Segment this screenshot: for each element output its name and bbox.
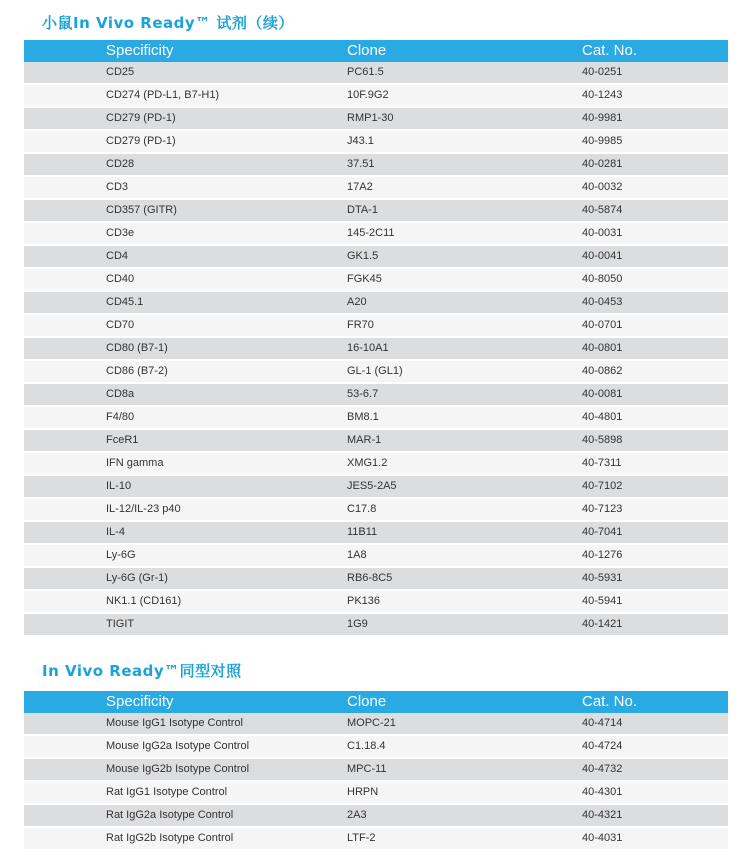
column-header-specificity: Specificity — [24, 691, 347, 713]
cell-cat-no: 40-4801 — [582, 407, 728, 430]
table-row — [24, 499, 728, 522]
table-row — [24, 361, 728, 384]
cell-cat-no: 40-5941 — [582, 591, 728, 614]
cell-specificity: IFN gamma — [24, 453, 347, 476]
cell-cat-no: 40-0862 — [582, 361, 728, 384]
cell-cat-no: 40-4031 — [582, 828, 728, 851]
cell-cat-no: 40-1276 — [582, 545, 728, 568]
cell-clone: MPC-11 — [347, 759, 582, 782]
table-row — [24, 407, 728, 430]
table-row — [24, 154, 728, 177]
cell-specificity: FceR1 — [24, 430, 347, 453]
cell-specificity: IL-4 — [24, 522, 347, 545]
cell-specificity: Mouse IgG2a Isotype Control — [24, 736, 347, 759]
cell-cat-no: 40-8050 — [582, 269, 728, 292]
cell-specificity: CD40 — [24, 269, 347, 292]
cell-cat-no: 40-0251 — [582, 62, 728, 85]
cell-specificity: IL-10 — [24, 476, 347, 499]
cell-cat-no: 40-4714 — [582, 713, 728, 736]
reagents-table — [24, 40, 728, 637]
cell-cat-no: 40-7311 — [582, 453, 728, 476]
cell-cat-no: 40-4732 — [582, 759, 728, 782]
cell-clone: LTF-2 — [347, 828, 582, 851]
column-header-cat-no: Cat. No. — [582, 40, 728, 62]
table-row — [24, 223, 728, 246]
cell-clone: JES5-2A5 — [347, 476, 582, 499]
cell-clone: MOPC-21 — [347, 713, 582, 736]
table-row — [24, 292, 728, 315]
column-header-cat-no: Cat. No. — [582, 691, 728, 713]
isotype-controls-table — [24, 691, 728, 851]
column-header-clone: Clone — [347, 40, 582, 62]
cell-clone: RMP1-30 — [347, 108, 582, 131]
cell-clone: XMG1.2 — [347, 453, 582, 476]
table-row — [24, 246, 728, 269]
column-header-specificity: Specificity — [24, 40, 347, 62]
table-row — [24, 430, 728, 453]
cell-cat-no: 40-5874 — [582, 200, 728, 223]
cell-clone: GK1.5 — [347, 246, 582, 269]
cell-specificity: IL-12/IL-23 p40 — [24, 499, 347, 522]
cell-specificity: CD70 — [24, 315, 347, 338]
cell-clone: 16-10A1 — [347, 338, 582, 361]
cell-specificity: Rat IgG1 Isotype Control — [24, 782, 347, 805]
table-row — [24, 545, 728, 568]
table-row — [24, 338, 728, 361]
cell-cat-no: 40-0031 — [582, 223, 728, 246]
section-title-isotype-controls: In Vivo Ready™同型对照 — [42, 662, 242, 680]
cell-clone: MAR-1 — [347, 430, 582, 453]
cell-clone: DTA-1 — [347, 200, 582, 223]
cell-specificity: Rat IgG2b Isotype Control — [24, 828, 347, 851]
cell-cat-no: 40-7041 — [582, 522, 728, 545]
table-row — [24, 828, 728, 851]
cell-specificity: CD3e — [24, 223, 347, 246]
cell-cat-no: 40-5931 — [582, 568, 728, 591]
table-header-row — [24, 691, 728, 713]
table-row — [24, 476, 728, 499]
section-title-reagents: 小鼠In Vivo Ready™ 试剂（续） — [42, 14, 294, 32]
cell-clone: 53-6.7 — [347, 384, 582, 407]
cell-specificity: CD8a — [24, 384, 347, 407]
cell-cat-no: 40-7102 — [582, 476, 728, 499]
cell-specificity: NK1.1 (CD161) — [24, 591, 347, 614]
cell-clone: 11B11 — [347, 522, 582, 545]
cell-clone: C17.8 — [347, 499, 582, 522]
cell-cat-no: 40-4301 — [582, 782, 728, 805]
table-row — [24, 85, 728, 108]
table-row — [24, 177, 728, 200]
cell-specificity: Ly-6G (Gr-1) — [24, 568, 347, 591]
cell-specificity: Mouse IgG2b Isotype Control — [24, 759, 347, 782]
cell-clone: PK136 — [347, 591, 582, 614]
table-row — [24, 759, 728, 782]
column-header-clone: Clone — [347, 691, 582, 713]
cell-cat-no: 40-0281 — [582, 154, 728, 177]
cell-clone: HRPN — [347, 782, 582, 805]
cell-specificity: TIGIT — [24, 614, 347, 637]
cell-specificity: CD3 — [24, 177, 347, 200]
table-row — [24, 200, 728, 223]
cell-cat-no: 40-0041 — [582, 246, 728, 269]
cell-specificity: CD25 — [24, 62, 347, 85]
cell-clone: 10F.9G2 — [347, 85, 582, 108]
cell-specificity: CD28 — [24, 154, 347, 177]
cell-cat-no: 40-0032 — [582, 177, 728, 200]
cell-specificity: CD86 (B7-2) — [24, 361, 347, 384]
cell-clone: A20 — [347, 292, 582, 315]
cell-clone: FR70 — [347, 315, 582, 338]
cell-clone: RB6-8C5 — [347, 568, 582, 591]
cell-clone: 17A2 — [347, 177, 582, 200]
cell-specificity: CD80 (B7-1) — [24, 338, 347, 361]
cell-clone: 1A8 — [347, 545, 582, 568]
cell-cat-no: 40-4321 — [582, 805, 728, 828]
cell-cat-no: 40-5898 — [582, 430, 728, 453]
cell-specificity: CD274 (PD-L1, B7-H1) — [24, 85, 347, 108]
cell-specificity: CD45.1 — [24, 292, 347, 315]
table-row — [24, 591, 728, 614]
table-row — [24, 453, 728, 476]
cell-cat-no: 40-1243 — [582, 85, 728, 108]
table-row — [24, 62, 728, 85]
cell-specificity: CD279 (PD-1) — [24, 131, 347, 154]
cell-clone: J43.1 — [347, 131, 582, 154]
cell-clone: BM8.1 — [347, 407, 582, 430]
cell-specificity: F4/80 — [24, 407, 347, 430]
table-row — [24, 614, 728, 637]
table-row — [24, 108, 728, 131]
table-header-row — [24, 40, 728, 62]
cell-clone: 37.51 — [347, 154, 582, 177]
cell-clone: C1.18.4 — [347, 736, 582, 759]
cell-specificity: CD279 (PD-1) — [24, 108, 347, 131]
cell-cat-no: 40-0801 — [582, 338, 728, 361]
table-row — [24, 315, 728, 338]
table-row — [24, 131, 728, 154]
table-row — [24, 713, 728, 736]
table-row — [24, 805, 728, 828]
cell-cat-no: 40-0701 — [582, 315, 728, 338]
cell-clone: PC61.5 — [347, 62, 582, 85]
cell-cat-no: 40-9985 — [582, 131, 728, 154]
cell-clone: 145-2C11 — [347, 223, 582, 246]
table-row — [24, 384, 728, 407]
cell-clone: 1G9 — [347, 614, 582, 637]
table-row — [24, 522, 728, 545]
cell-clone: FGK45 — [347, 269, 582, 292]
cell-cat-no: 40-0453 — [582, 292, 728, 315]
cell-cat-no: 40-9981 — [582, 108, 728, 131]
cell-cat-no: 40-7123 — [582, 499, 728, 522]
cell-specificity: CD357 (GITR) — [24, 200, 347, 223]
table-row — [24, 269, 728, 292]
table-row — [24, 782, 728, 805]
table-row — [24, 568, 728, 591]
cell-cat-no: 40-4724 — [582, 736, 728, 759]
cell-cat-no: 40-1421 — [582, 614, 728, 637]
cell-clone: GL-1 (GL1) — [347, 361, 582, 384]
cell-specificity: Rat IgG2a Isotype Control — [24, 805, 347, 828]
cell-cat-no: 40-0081 — [582, 384, 728, 407]
cell-clone: 2A3 — [347, 805, 582, 828]
table-row — [24, 736, 728, 759]
cell-specificity: CD4 — [24, 246, 347, 269]
cell-specificity: Mouse IgG1 Isotype Control — [24, 713, 347, 736]
cell-specificity: Ly-6G — [24, 545, 347, 568]
